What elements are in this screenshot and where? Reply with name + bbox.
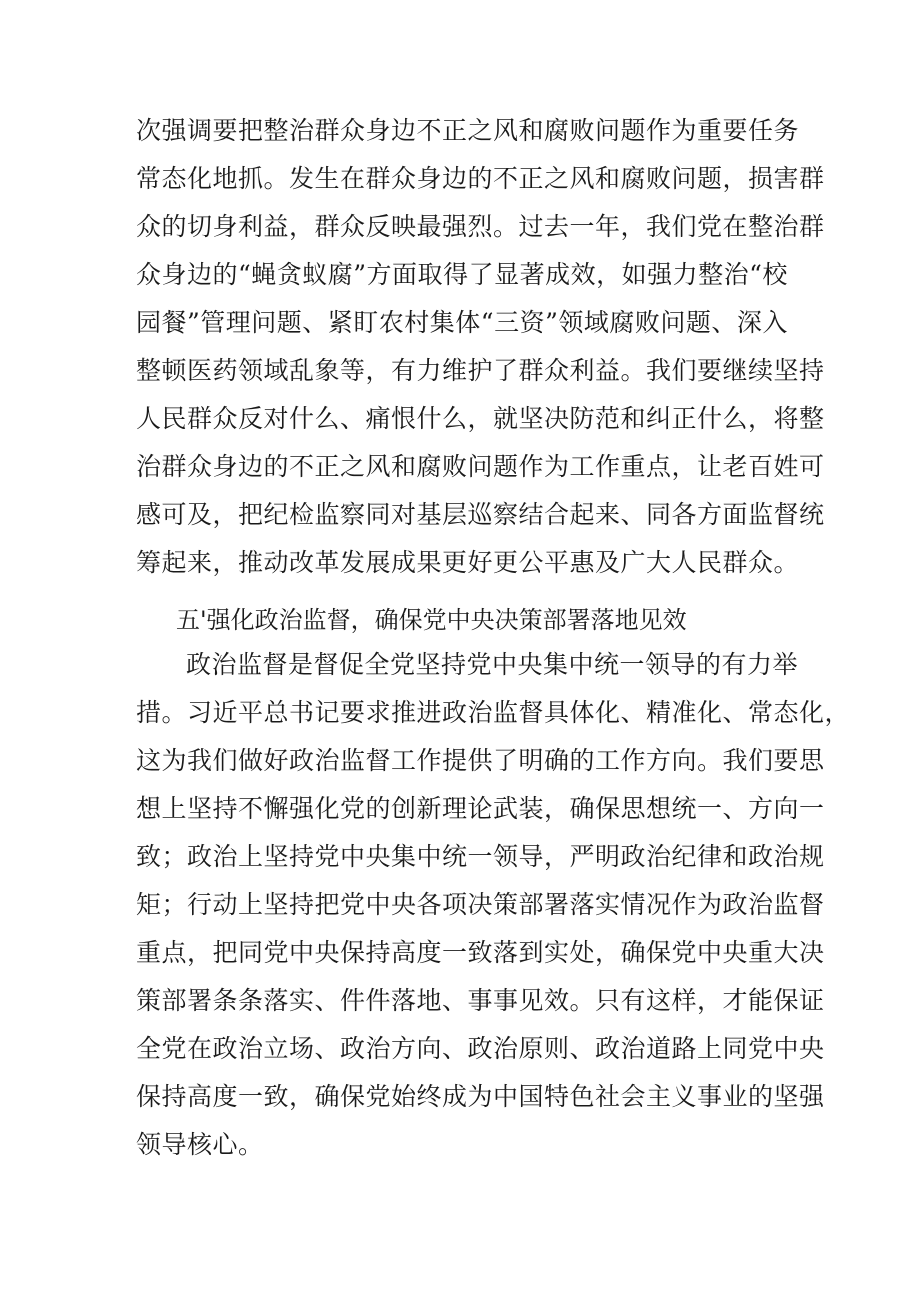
paragraph-line: 这为我们做好政治监督工作提供了明确的工作方向。我们要思	[136, 746, 825, 775]
paragraph-line: 重点，把同党中央保持高度一致落到实处，确保党中央重大决	[136, 938, 825, 967]
paragraph-line: 矩；行动上坚持把党中央各项决策部署落实情况作为政治监督	[136, 890, 825, 919]
paragraph-line: 众的切身利益，群众反映最强烈。过去一年，我们党在整治群	[136, 212, 825, 241]
paragraph-line: 领导核心。	[136, 1130, 264, 1159]
paragraph-line: 想上坚持不懈强化党的创新理论武装，确保思想统一、方向一	[136, 794, 825, 823]
paragraph-line: 人民群众反对什么、痛恨什么，就坚决防范和纠正什么，将整	[136, 404, 825, 433]
section-heading	[136, 600, 776, 640]
paragraph-line: 整顿医药领域乱象等，有力维护了群众利益。我们要继续坚持	[136, 356, 825, 385]
paragraph-line: 次强调要把整治群众身边不正之风和腐败问题作为重要任务	[136, 116, 800, 145]
paragraph-line: 治群众身边的不正之风和腐败问题作为工作重点，让老百姓可	[136, 452, 825, 481]
paragraph-line: 常态化地抓。发生在群众身边的不正之风和腐败问题，损害群	[136, 164, 825, 193]
paragraph-line: 筹起来，推动改革发展成果更好更公平惠及广大人民群众。	[136, 548, 800, 577]
paragraph-line: 园餐”管理问题、紧盯农村集体“三资”领域腐败问题、深入	[136, 308, 788, 337]
paragraph-line: 策部署条条落实、件件落地、事事见效。只有这样，才能保证	[136, 986, 825, 1015]
paragraph-line: 保持高度一致，确保党始终成为中国特色社会主义事业的坚强	[136, 1082, 825, 1111]
paragraph-line: 致；政治上坚持党中央集中统一领导，严明政治纪律和政治规	[136, 842, 825, 871]
paragraph-1	[136, 107, 825, 587]
section-heading-text: 五'强化政治监督，确保党中央决策部署落地见效	[176, 606, 687, 634]
paragraph-2	[136, 641, 851, 1169]
paragraph-line: 众身边的“蝇贪蚁腐”方面取得了显著成效，如强力整治“校	[136, 260, 788, 289]
paragraph-line: 感可及，把纪检监察同对基层巡察结合起来、同各方面监督统	[136, 500, 825, 529]
paragraph-line: 全党在政治立场、政治方向、政治原则、政治道路上同党中央	[136, 1034, 825, 1063]
paragraph-line: 措。习近平总书记要求推进政治监督具体化、精准化、常态化，	[136, 698, 851, 727]
paragraph-line: 政治监督是督促全党坚持党中央集中统一领导的有力举	[186, 650, 799, 679]
